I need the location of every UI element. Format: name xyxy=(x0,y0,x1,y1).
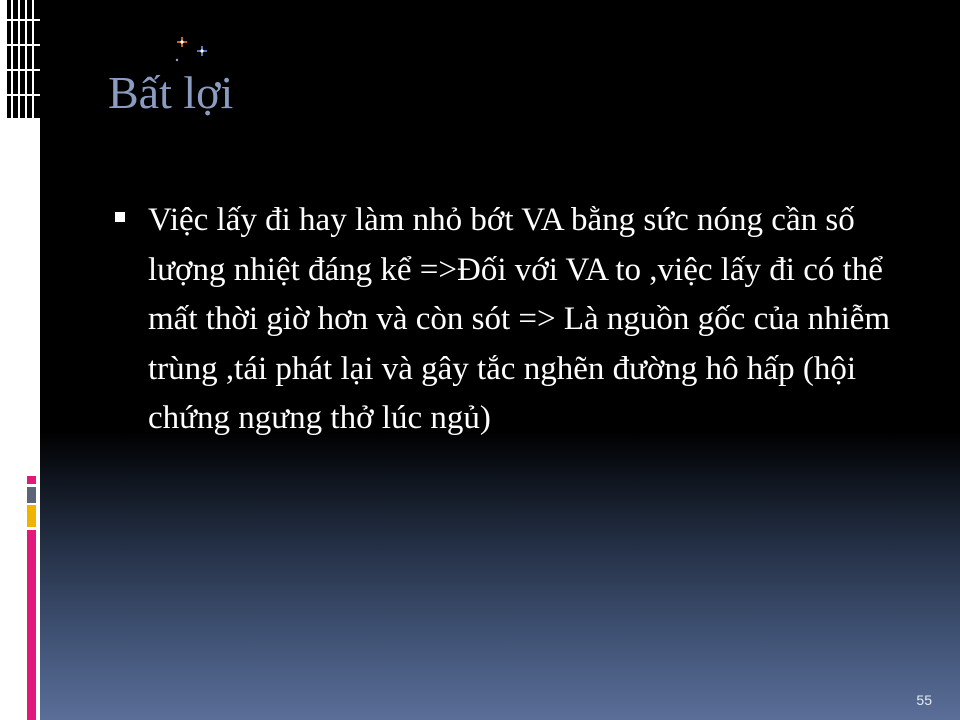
window-grid-icon xyxy=(7,0,40,118)
slide-title: Bất lợi xyxy=(108,67,234,118)
accent-strip-pink-bottom xyxy=(27,530,36,720)
square-bullet-icon xyxy=(115,212,125,222)
accent-strip-yellow xyxy=(27,505,36,527)
page-number: 55 xyxy=(916,692,932,708)
accent-strip-gray xyxy=(27,487,36,503)
left-sidebar xyxy=(0,0,40,720)
accent-strip-pink-top xyxy=(27,476,36,484)
bullet-text: Việc lấy đi hay làm nhỏ bớt VA bằng sức nóng cần số lượng nhiệt đáng kể =>Đối với VA to ,việc lấy đi có thể mất thời giờ hơn và còn sót => Là nguồn gốc của nhiễm trùng ,tái phát lại và gây tắc nghẽn đường hô hấp (hội chứng ngưng thở lúc ngủ) xyxy=(148,202,891,436)
sparkle-icon xyxy=(172,34,212,64)
